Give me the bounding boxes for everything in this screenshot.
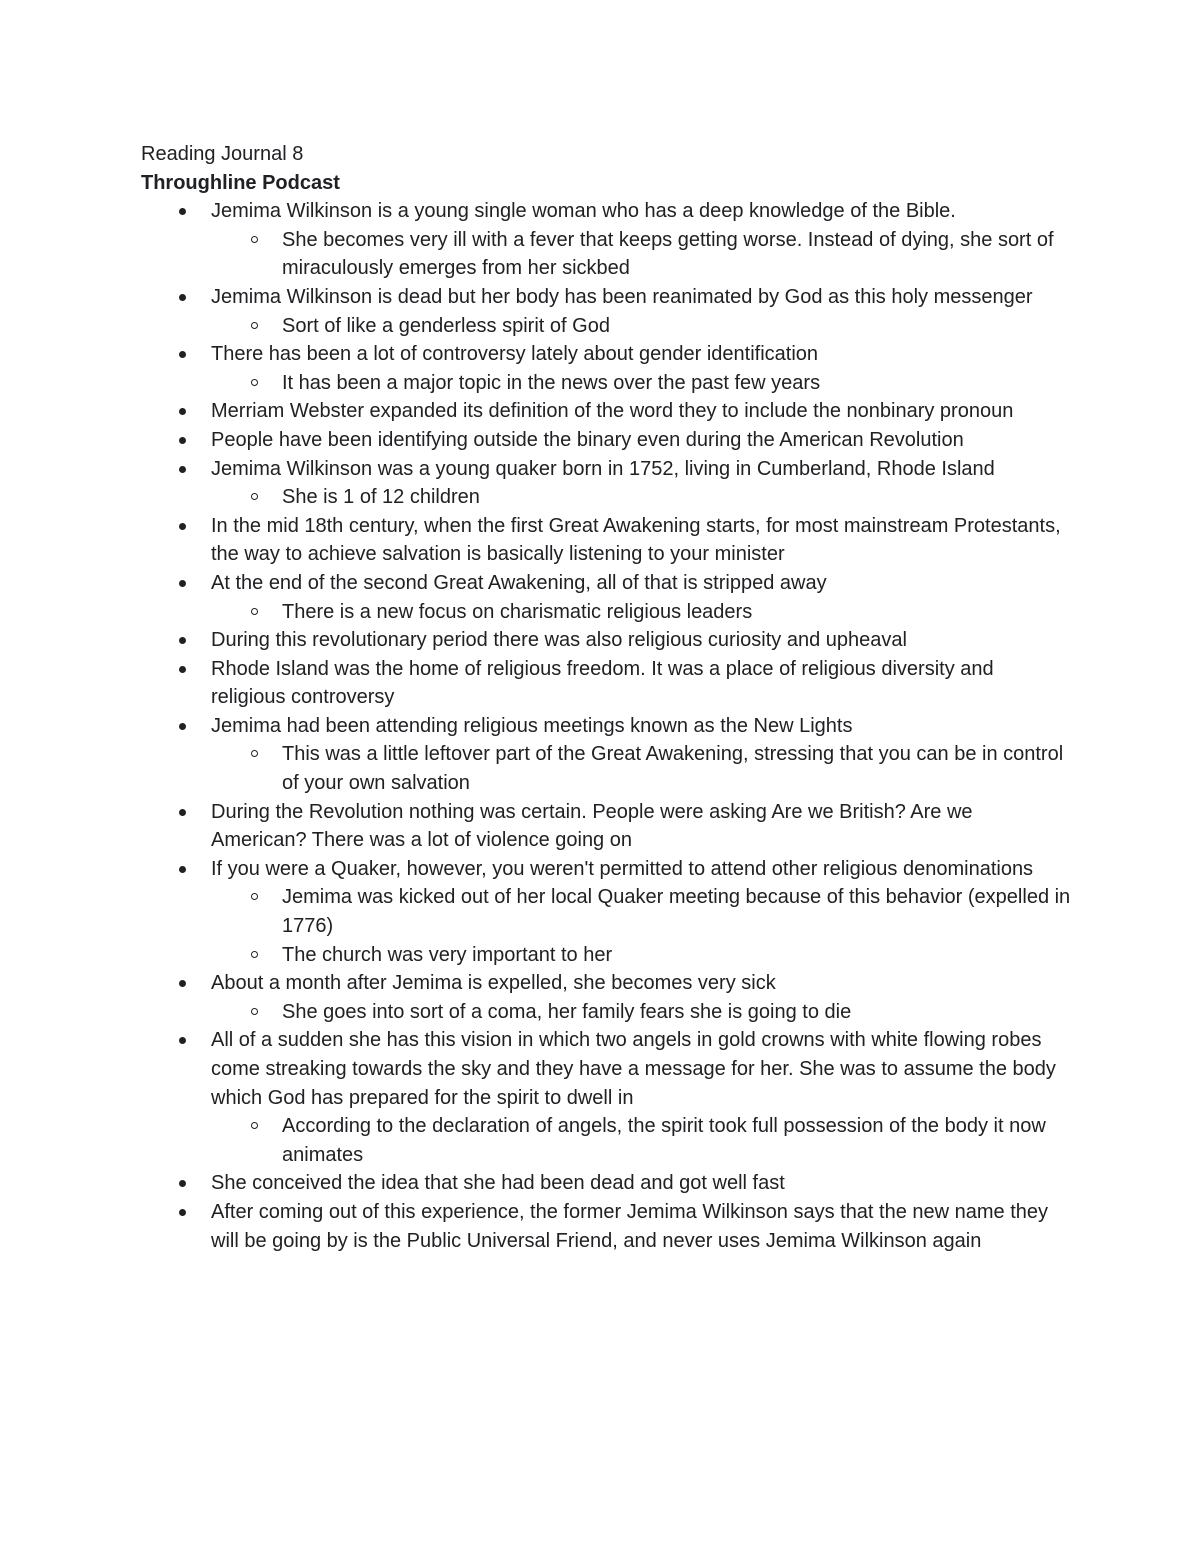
list-item [141, 1169, 1071, 1198]
list-item [141, 283, 1071, 340]
hollow-bullet-icon [251, 608, 258, 615]
list-item-text: She conceived the idea that she had been dead and got well fast [211, 1172, 785, 1195]
list-item-text: At the end of the second Great Awakening, all of that is stripped away [211, 571, 827, 594]
list-item-text: People have been identifying outside the binary even during the American Revolution [211, 428, 964, 451]
filled-bullet-icon [179, 866, 186, 873]
filled-bullet-icon [179, 1037, 186, 1044]
list-item [141, 1198, 1071, 1255]
list-item-text: After coming out of this experience, the former Jemima Wilkinson says that the new name they will be going by is the Public Universal Friend, and never uses Jemima Wilkinson again [211, 1200, 1049, 1252]
list-item-text: There has been a lot of controversy lately about gender identification [211, 343, 819, 366]
hollow-bullet-icon [251, 379, 258, 386]
list-item-text: All of a sudden she has this vision in which two angels in gold crowns with white flowing robes come streaking towards the sky and they have a message for her. She was to assume the body which God has prepared for the spirit to dwell in [211, 1029, 1056, 1109]
sub-list [211, 226, 1071, 283]
list-item-text: During the Revolution nothing was certain. People were asking Are we British? Are we American? There was a lot of violence going on [211, 800, 973, 852]
filled-bullet-icon [179, 208, 186, 215]
list-item-text: About a month after Jemima is expelled, she becomes very sick [211, 972, 776, 995]
list-item [141, 397, 1071, 426]
sub-list-item-text: She becomes very ill with a fever that keeps getting worse. Instead of dying, she sort of miraculously emerges from her sickbed [282, 228, 1054, 280]
filled-bullet-icon [179, 1209, 186, 1216]
hollow-bullet-icon [251, 750, 258, 757]
list-item-text: In the mid 18th century, when the first Great Awakening starts, for most mainstream Protestants, the way to achieve salvation is basically listening to your minister [211, 514, 1061, 566]
list-item-text: Jemima Wilkinson is a young single woman who has a deep knowledge of the Bible. [211, 200, 956, 223]
hollow-bullet-icon [251, 893, 258, 900]
sub-list [211, 483, 1071, 512]
hollow-bullet-icon [251, 493, 258, 500]
sub-list-item-text: She goes into sort of a coma, her family fears she is going to die [282, 1000, 852, 1023]
document-title: Reading Journal 8 [141, 143, 304, 165]
filled-bullet-icon [179, 580, 186, 587]
list-item [141, 455, 1071, 512]
list-item [141, 798, 1071, 855]
filled-bullet-icon [179, 666, 186, 673]
sub-list [211, 598, 1071, 627]
hollow-bullet-icon [251, 951, 258, 958]
filled-bullet-icon [179, 294, 186, 301]
sub-list-item-text: This was a little leftover part of the Great Awakening, stressing that you can be in control of your own salvation [282, 743, 1064, 795]
sub-list-item [211, 312, 1071, 341]
list-item-text: Jemima had been attending religious meetings known as the New Lights [211, 714, 853, 737]
filled-bullet-icon [179, 523, 186, 530]
list-item [141, 569, 1071, 626]
filled-bullet-icon [179, 351, 186, 358]
sub-list-item-text: Jemima was kicked out of her local Quaker meeting because of this behavior (expelled in 1776) [282, 886, 1071, 938]
sub-list-item [211, 1112, 1071, 1169]
sub-list-item [211, 740, 1071, 797]
sub-list-item [211, 598, 1071, 627]
sub-list [211, 883, 1071, 969]
hollow-bullet-icon [251, 1008, 258, 1015]
sub-list-item [211, 483, 1071, 512]
notes-list [141, 197, 1071, 1255]
sub-list-item-text: Sort of like a genderless spirit of God [282, 314, 610, 337]
sub-list [211, 740, 1071, 797]
sub-list-item [211, 369, 1071, 398]
list-item [141, 712, 1071, 798]
document-page [141, 140, 1071, 1255]
list-item [141, 969, 1071, 1026]
hollow-bullet-icon [251, 236, 258, 243]
list-item-text: Merriam Webster expanded its definition of the word they to include the nonbinary pronoun [211, 400, 1014, 423]
filled-bullet-icon [179, 980, 186, 987]
filled-bullet-icon [179, 637, 186, 644]
list-item [141, 1026, 1071, 1169]
filled-bullet-icon [179, 466, 186, 473]
sub-list-item-text: The church was very important to her [282, 943, 613, 966]
list-item [141, 626, 1071, 655]
list-item-text: Rhode Island was the home of religious freedom. It was a place of religious diversity and religious controversy [211, 657, 994, 709]
list-item [141, 197, 1071, 283]
sub-list [211, 998, 1071, 1027]
list-item-text: Jemima Wilkinson was a young quaker born in 1752, living in Cumberland, Rhode Island [211, 457, 995, 480]
hollow-bullet-icon [251, 1122, 258, 1129]
sub-list-item-text: There is a new focus on charismatic religious leaders [282, 600, 753, 623]
list-item [141, 340, 1071, 397]
sub-list [211, 369, 1071, 398]
list-item-text: Jemima Wilkinson is dead but her body has been reanimated by God as this holy messenger [211, 285, 1033, 308]
sub-list-item [211, 226, 1071, 283]
sub-list [211, 312, 1071, 341]
section-heading: Throughline Podcast [141, 171, 340, 194]
hollow-bullet-icon [251, 322, 258, 329]
sub-list-item-text: It has been a major topic in the news over the past few years [282, 371, 821, 394]
list-item-text: During this revolutionary period there was also religious curiosity and upheaval [211, 629, 907, 652]
sub-list-item [211, 998, 1071, 1027]
sub-list-item-text: According to the declaration of angels, the spirit took full possession of the body it now animates [282, 1115, 1046, 1166]
sub-list-item-text: She is 1 of 12 children [282, 486, 480, 509]
filled-bullet-icon [179, 723, 186, 730]
filled-bullet-icon [179, 408, 186, 415]
list-item-text: If you were a Quaker, however, you weren't permitted to attend other religious denominations [211, 857, 1034, 880]
filled-bullet-icon [179, 437, 186, 444]
filled-bullet-icon [179, 809, 186, 816]
list-item [141, 512, 1071, 569]
list-item [141, 426, 1071, 455]
sub-list [211, 1112, 1071, 1169]
list-item [141, 855, 1071, 969]
sub-list-item [211, 883, 1071, 940]
filled-bullet-icon [179, 1180, 186, 1187]
list-item [141, 655, 1071, 712]
sub-list-item [211, 941, 1071, 970]
